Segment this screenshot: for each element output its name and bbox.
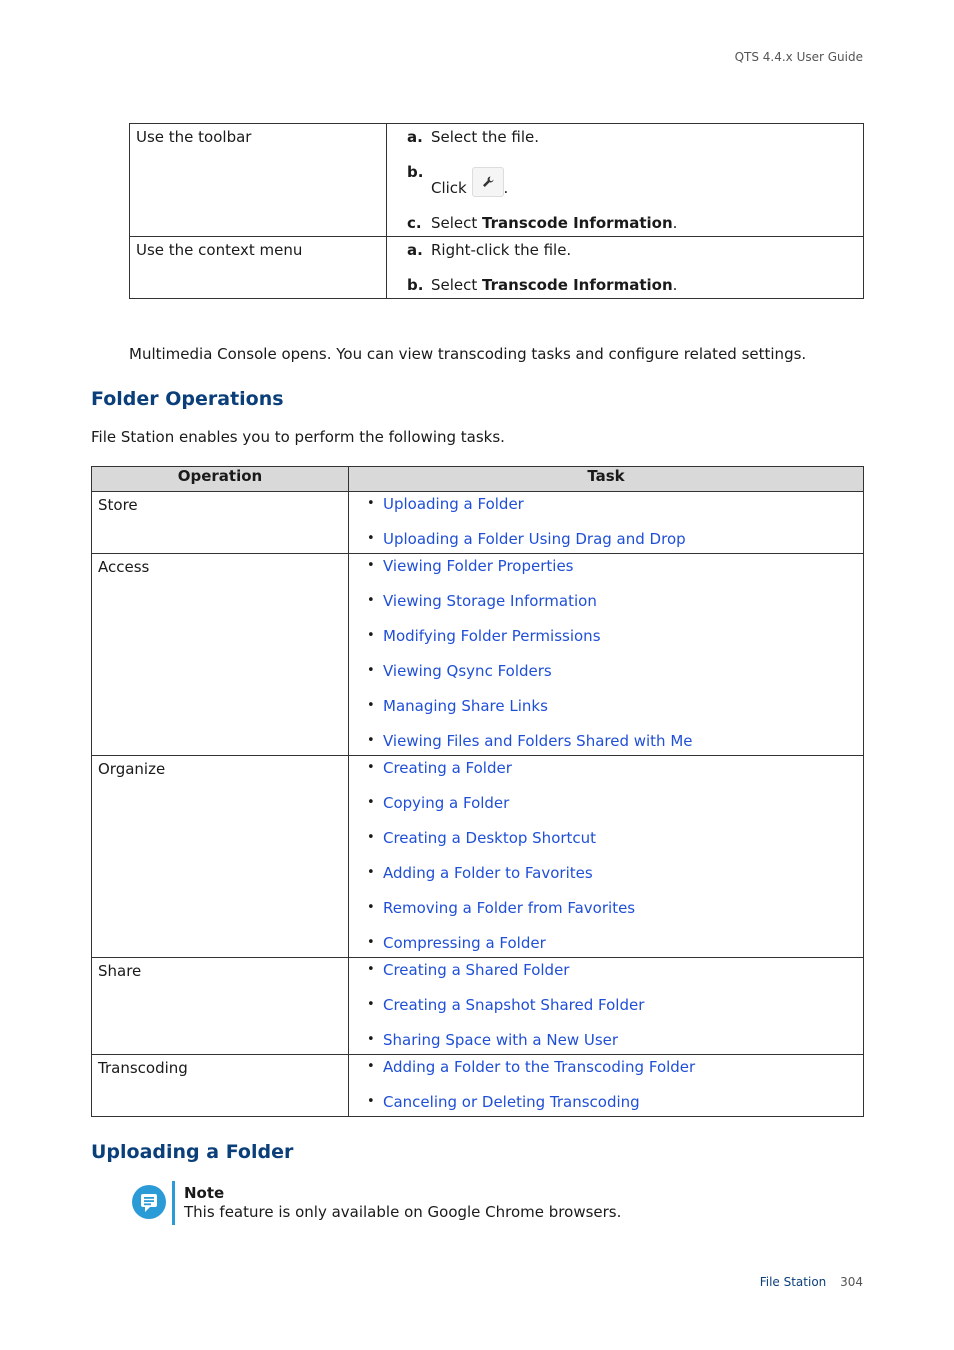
list-item — [367, 626, 863, 661]
section-heading: Folder Operations — [91, 388, 284, 410]
operation-cell: Organize — [92, 756, 349, 958]
step-b: b. Click . — [407, 163, 509, 197]
task-link[interactable]: Canceling or Deleting Transcoding — [383, 1093, 640, 1111]
list-item — [367, 933, 863, 957]
list-item — [367, 731, 863, 755]
table-row — [92, 958, 864, 1055]
task-cell — [349, 958, 864, 1055]
bullet-icon: • — [367, 531, 375, 546]
table-header-row — [92, 467, 864, 492]
table-row — [92, 1055, 864, 1117]
task-link[interactable]: Viewing Folder Properties — [383, 557, 574, 575]
table-row — [92, 756, 864, 958]
steps-cell — [387, 237, 864, 299]
list-item — [367, 591, 863, 626]
list-item — [367, 898, 863, 933]
table-row — [130, 237, 864, 299]
list-item — [367, 1092, 863, 1116]
task-link[interactable]: Creating a Desktop Shortcut — [383, 829, 597, 847]
list-item — [367, 529, 863, 553]
task-link[interactable]: Viewing Qsync Folders — [383, 662, 552, 680]
running-header: QTS 4.4.x User Guide — [734, 50, 863, 64]
list-item — [367, 556, 863, 591]
list-item — [367, 863, 863, 898]
task-cell — [349, 492, 864, 554]
bullet-icon: • — [367, 733, 375, 748]
bullet-icon: • — [367, 865, 375, 880]
result-paragraph: Multimedia Console opens. You can view transcoding tasks and configure related settings. — [129, 345, 807, 363]
page-footer — [760, 1275, 863, 1289]
column-header-task: Task — [349, 467, 864, 492]
task-link[interactable]: Viewing Files and Folders Shared with Me — [383, 732, 693, 750]
access-methods-table — [129, 123, 864, 299]
bullet-icon: • — [367, 935, 375, 950]
task-link[interactable]: Removing a Folder from Favorites — [383, 899, 636, 917]
footer-section: File Station — [759, 1275, 827, 1289]
task-link[interactable]: Adding a Folder to Favorites — [383, 864, 593, 882]
list-item — [367, 960, 863, 995]
task-link[interactable]: Compressing a Folder — [383, 934, 546, 952]
bullet-icon: • — [367, 760, 375, 775]
bullet-icon: • — [367, 593, 375, 608]
bullet-icon: • — [367, 900, 375, 915]
list-item — [367, 793, 863, 828]
list-item — [367, 1030, 863, 1054]
step-a: a. Right-click the file. — [407, 241, 572, 259]
bullet-icon: • — [367, 962, 375, 977]
table-row — [130, 124, 864, 237]
step-c: c. Select Transcode Information. — [407, 214, 678, 232]
list-item — [367, 758, 863, 793]
page-number: 304 — [840, 1275, 863, 1289]
bullet-icon: • — [367, 628, 375, 643]
intro-paragraph: File Station enables you to perform the following tasks. — [91, 428, 505, 446]
method-cell: Use the context menu — [130, 237, 387, 299]
task-link[interactable]: Adding a Folder to the Transcoding Folder — [383, 1058, 696, 1076]
bullet-icon: • — [367, 698, 375, 713]
operation-cell: Transcoding — [92, 1055, 349, 1117]
bullet-icon: • — [367, 663, 375, 678]
note-title: Note — [184, 1184, 225, 1202]
note-accent-bar — [172, 1181, 175, 1225]
table-row — [92, 554, 864, 756]
bullet-icon: • — [367, 830, 375, 845]
bullet-icon: • — [367, 1032, 375, 1047]
task-link[interactable]: Creating a Shared Folder — [383, 961, 570, 979]
bullet-icon: • — [367, 795, 375, 810]
operation-cell: Share — [92, 958, 349, 1055]
task-link[interactable]: Creating a Folder — [383, 759, 512, 777]
task-cell — [349, 1055, 864, 1117]
bullet-icon: • — [367, 496, 375, 511]
operation-cell: Store — [92, 492, 349, 554]
folder-operations-table — [91, 466, 864, 1117]
task-link[interactable]: Sharing Space with a New User — [383, 1031, 619, 1049]
note-icon — [132, 1185, 166, 1219]
task-cell — [349, 554, 864, 756]
operation-cell: Access — [92, 554, 349, 756]
column-header-operation: Operation — [92, 467, 349, 492]
bullet-icon: • — [367, 997, 375, 1012]
method-cell: Use the toolbar — [130, 124, 387, 237]
list-item — [367, 995, 863, 1030]
step-b: b. Select Transcode Information. — [407, 276, 678, 294]
step-a: a. Select the file. — [407, 128, 540, 146]
list-item — [367, 828, 863, 863]
table-row — [92, 492, 864, 554]
task-link[interactable]: Creating a Snapshot Shared Folder — [383, 996, 645, 1014]
task-link[interactable]: Modifying Folder Permissions — [383, 627, 601, 645]
task-link[interactable]: Uploading a Folder Using Drag and Drop — [383, 530, 686, 548]
wrench-icon[interactable] — [472, 167, 504, 197]
task-link[interactable]: Copying a Folder — [383, 794, 510, 812]
steps-cell — [387, 124, 864, 237]
bullet-icon: • — [367, 558, 375, 573]
section-heading: Uploading a Folder — [91, 1141, 294, 1163]
task-link[interactable]: Uploading a Folder — [383, 495, 524, 513]
task-link[interactable]: Viewing Storage Information — [383, 592, 597, 610]
bullet-icon: • — [367, 1059, 375, 1074]
list-item — [367, 696, 863, 731]
list-item — [367, 661, 863, 696]
task-link[interactable]: Managing Share Links — [383, 697, 548, 715]
list-item — [367, 494, 863, 529]
list-item — [367, 1057, 863, 1092]
note-text: This feature is only available on Google Chrome browsers. — [184, 1203, 622, 1221]
bullet-icon: • — [367, 1094, 375, 1109]
task-cell — [349, 756, 864, 958]
